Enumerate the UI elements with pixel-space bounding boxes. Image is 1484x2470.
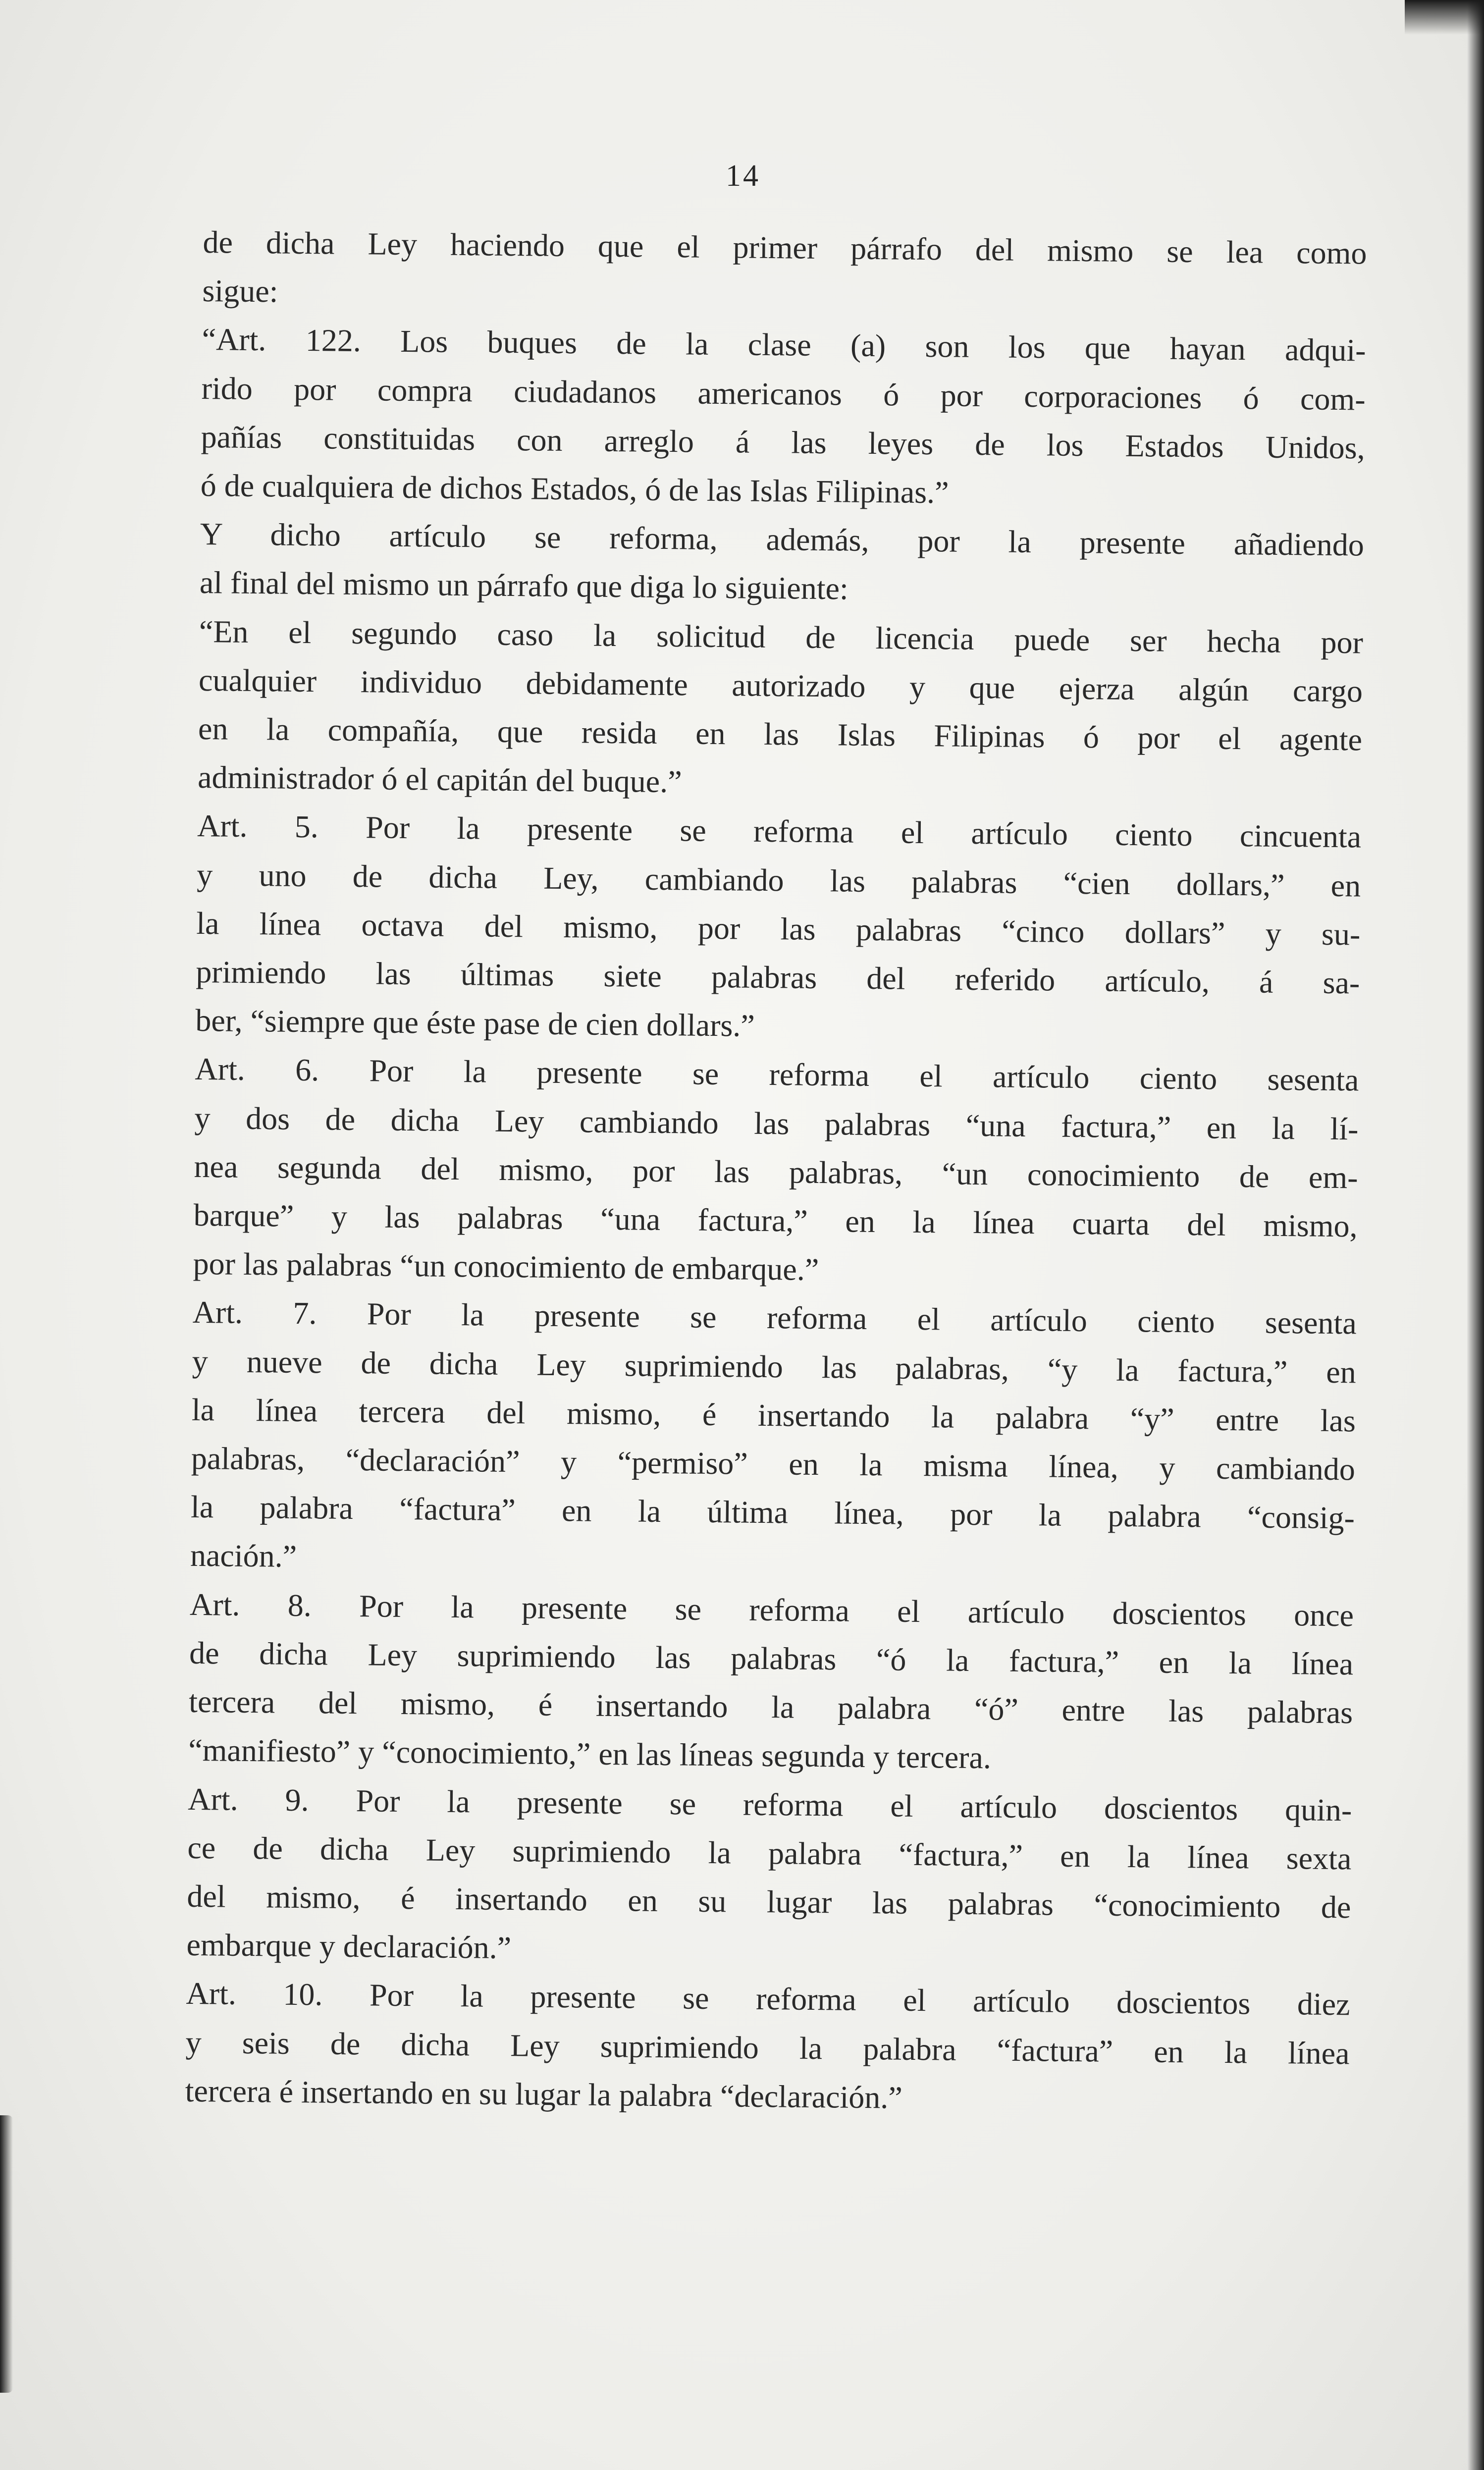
text-line: Art. 10. Por la presente se reforma el artículo doscientos diez — [186, 1976, 1350, 2022]
text-line: embarque y declaración.” — [186, 1927, 512, 1966]
text-line: la línea tercera del mismo, é insertando la palabra “y” entre las — [191, 1392, 1356, 1439]
text-line: Art. 9. Por la presente se reforma el artículo doscientos quin- — [188, 1781, 1352, 1827]
text-line: de dicha Ley haciendo que el primer párrafo del mismo se lea como — [203, 224, 1367, 271]
text-line: pañías constituidas con arreglo á las leyes de los Estados Unidos, — [201, 419, 1365, 466]
page-number: 14 — [726, 159, 760, 193]
text-line: Art. 7. Por la presente se reforma el artículo ciento sesenta — [192, 1294, 1357, 1341]
text-line: nea segunda del mismo, por las palabras, “un conocimiento de em- — [194, 1148, 1358, 1195]
text-line: la línea octava del mismo, por las palabras “cinco dollars” y su- — [196, 905, 1361, 952]
text-line: palabras, “declaración” y “permiso” en la misma línea, y cambiando — [191, 1440, 1356, 1487]
text-line: sigue: — [202, 273, 278, 309]
text-line: Art. 8. Por la presente se reforma el artículo doscientos once — [189, 1586, 1354, 1633]
text-line: barque” y las palabras “una factura,” en la línea cuarta del mismo, — [193, 1197, 1358, 1244]
text-line: y nueve de dicha Ley suprimiendo las palabras, “y la factura,” en — [192, 1343, 1357, 1390]
text-line: de dicha Ley suprimiendo las palabras “ó la factura,” en la línea — [189, 1635, 1354, 1682]
text-line: nación.” — [190, 1538, 297, 1574]
text-line: del mismo, é insertando en su lugar las palabras “conocimiento de — [187, 1878, 1351, 1925]
text-line: al final del mismo un párrafo que diga lo siguiente: — [199, 565, 849, 606]
text-line: la palabra “factura” en la última línea, por la palabra “consig- — [190, 1489, 1355, 1536]
text-line: ce de dicha Ley suprimiendo la palabra “factura,” en la línea sexta — [187, 1829, 1352, 1877]
text-line: y dos de dicha Ley cambiando las palabras “una factura,” en la lí- — [194, 1100, 1359, 1147]
text-line: tercera del mismo, é insertando la palabra “ó” entre las palabras — [188, 1683, 1353, 1730]
text-line: ber, “siempre que éste pase de cien dollars.” — [195, 1003, 755, 1044]
text-line: primiendo las últimas siete palabras del referido artículo, á sa- — [196, 954, 1360, 1001]
text-line: Y dicho artículo se reforma, además, por la presente añadiendo — [200, 516, 1365, 563]
text-line: “Art. 122. Los buques de la clase (a) son los que hayan adqui- — [202, 322, 1366, 368]
text-line: tercera é insertando en su lugar la palabra “declaración.” — [185, 2073, 903, 2115]
text-line: cualquier individuo debidamente autorizado y que ejerza algún cargo — [198, 662, 1363, 709]
text-line: “manifiesto” y “conocimiento,” en las líneas segunda y tercera. — [188, 1732, 992, 1775]
text-line: Art. 6. Por la presente se reforma el artículo ciento sesenta — [195, 1051, 1359, 1098]
body-text — [185, 218, 1367, 2126]
page-edge-shadow — [1467, 0, 1484, 2470]
text-line: y seis de dicha Ley suprimiendo la palabra “factura” en la línea — [185, 2024, 1350, 2071]
text-line: rido por compra ciudadanos americanos ó por corporaciones ó com- — [201, 370, 1366, 417]
page-corner-shadow — [1405, 0, 1484, 35]
text-line: “En el segundo caso la solicitud de licencia puede ser hecha por — [199, 613, 1364, 660]
text-line: Art. 5. Por la presente se reforma el artículo ciento cincuenta — [197, 808, 1362, 855]
text-line: y uno de dicha Ley, cambiando las palabras “cien dollars,” en — [196, 857, 1361, 904]
text-line: por las palabras “un conocimiento de embarque.” — [193, 1246, 819, 1288]
text-line: administrador ó el capitán del buque.” — [197, 759, 682, 800]
text-line: en la compañía, que resida en las Islas Filipinas ó por el agente — [198, 710, 1363, 757]
binding-mark — [0, 2115, 13, 2393]
text-line: ó de cualquiera de dichos Estados, ó de las Islas Filipinas.” — [200, 467, 949, 510]
